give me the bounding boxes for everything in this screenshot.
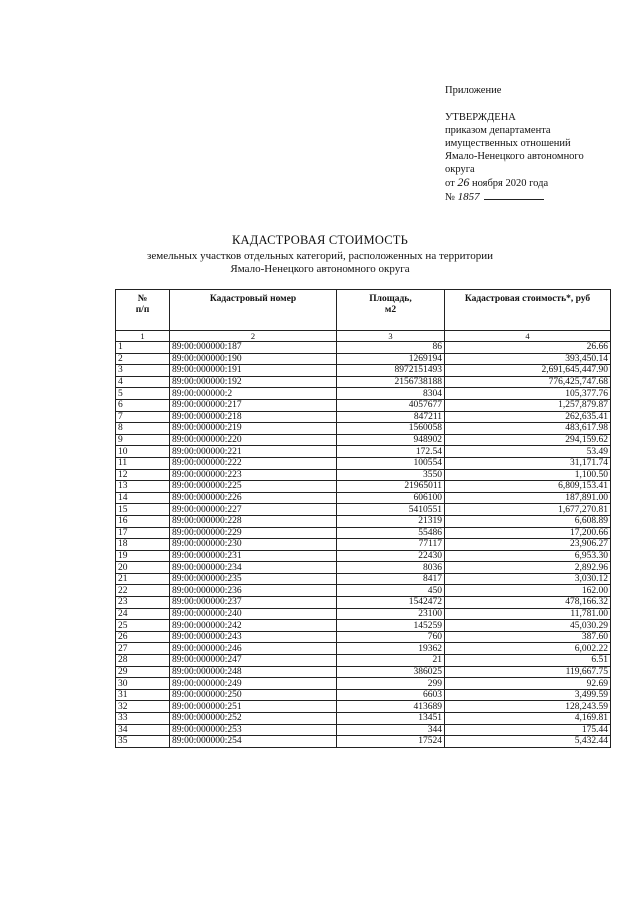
row-number-cell: 2 <box>116 353 170 365</box>
area-cell: 6603 <box>337 689 445 701</box>
row-number-cell: 1 <box>116 342 170 354</box>
cadastral-cost-cell: 294,159.62 <box>445 434 611 446</box>
row-number-cell: 35 <box>116 736 170 748</box>
table-row <box>116 492 611 504</box>
cadastral-number-cell: 89:00:000000:240 <box>170 608 337 620</box>
cadastral-number-cell: 89:00:000000:252 <box>170 713 337 725</box>
area-cell: 17524 <box>337 736 445 748</box>
area-cell: 21965011 <box>337 481 445 493</box>
cadastral-number-cell: 89:00:000000:221 <box>170 446 337 458</box>
cadastral-cost-cell: 23,906.27 <box>445 539 611 551</box>
row-number-cell: 16 <box>116 515 170 527</box>
cadastral-cost-cell: 262,635.41 <box>445 411 611 423</box>
row-number-cell: 3 <box>116 365 170 377</box>
table-row <box>116 689 611 701</box>
header-area: Площадь, м2 <box>337 290 445 331</box>
area-cell: 8972151493 <box>337 365 445 377</box>
cadastral-number-cell: 89:00:000000:242 <box>170 620 337 632</box>
table-row <box>116 736 611 748</box>
area-cell: 413689 <box>337 701 445 713</box>
approval-line-1: приказом департамента <box>445 125 551 136</box>
table-row <box>116 446 611 458</box>
area-cell: 1542472 <box>337 597 445 609</box>
cadastral-table <box>115 289 611 748</box>
table-row <box>116 666 611 678</box>
cadastral-number-cell: 89:00:000000:246 <box>170 643 337 655</box>
table-row <box>116 399 611 411</box>
area-cell: 386025 <box>337 666 445 678</box>
row-number-cell: 29 <box>116 666 170 678</box>
area-cell: 55486 <box>337 527 445 539</box>
cadastral-cost-cell: 2,892.96 <box>445 562 611 574</box>
cadastral-number-cell: 89:00:000000:254 <box>170 736 337 748</box>
area-cell: 8036 <box>337 562 445 574</box>
table-row <box>116 573 611 585</box>
row-number-cell: 31 <box>116 689 170 701</box>
row-number-cell: 4 <box>116 376 170 388</box>
approval-line-2: имущественных отношений <box>445 138 571 149</box>
cadastral-number-cell: 89:00:000000:229 <box>170 527 337 539</box>
cadastral-cost-cell: 3,030.12 <box>445 573 611 585</box>
index-cell: 3 <box>337 331 445 342</box>
area-cell: 606100 <box>337 492 445 504</box>
area-cell: 22430 <box>337 550 445 562</box>
number-value: 1857 <box>457 191 480 203</box>
area-cell: 100554 <box>337 457 445 469</box>
approved-label: УТВЕРЖДЕНА <box>445 112 516 123</box>
cadastral-number-cell: 89:00:000000:253 <box>170 724 337 736</box>
cadastral-number-cell: 89:00:000000:231 <box>170 550 337 562</box>
number-label: № <box>445 192 456 203</box>
row-number-cell: 22 <box>116 585 170 597</box>
document-subtitle <box>0 250 640 276</box>
date-rest: ноября 2020 года <box>471 178 549 189</box>
index-cell: 2 <box>170 331 337 342</box>
table-row <box>116 655 611 667</box>
cadastral-cost-cell: 1,100.50 <box>445 469 611 481</box>
table-row <box>116 353 611 365</box>
row-number-cell: 8 <box>116 423 170 435</box>
cadastral-number-cell: 89:00:000000:248 <box>170 666 337 678</box>
row-number-cell: 12 <box>116 469 170 481</box>
annex-label: Приложение <box>445 85 502 96</box>
cadastral-cost-cell: 175.44 <box>445 724 611 736</box>
date-prefix: от <box>445 178 455 189</box>
row-number-cell: 19 <box>116 550 170 562</box>
table-row <box>116 515 611 527</box>
header-number: № п/п <box>116 290 170 331</box>
row-number-cell: 17 <box>116 527 170 539</box>
cadastral-number-cell: 89:00:000000:235 <box>170 573 337 585</box>
cadastral-cost-cell: 387.60 <box>445 631 611 643</box>
area-cell: 145259 <box>337 620 445 632</box>
area-cell: 86 <box>337 342 445 354</box>
table-row <box>116 608 611 620</box>
table-row <box>116 423 611 435</box>
cadastral-number-cell: 89:00:000000:249 <box>170 678 337 690</box>
table-row <box>116 643 611 655</box>
row-number-cell: 25 <box>116 620 170 632</box>
area-cell: 8304 <box>337 388 445 400</box>
subtitle-line-1: земельных участков отдельных категорий, расположенных на территории <box>147 250 493 262</box>
cadastral-cost-cell: 105,377.76 <box>445 388 611 400</box>
area-cell: 5410551 <box>337 504 445 516</box>
area-cell: 847211 <box>337 411 445 423</box>
table-row <box>116 701 611 713</box>
document-title: КАДАСТРОВАЯ СТОИМОСТЬ <box>232 233 408 247</box>
cadastral-cost-cell: 17,200.66 <box>445 527 611 539</box>
table-row <box>116 539 611 551</box>
cadastral-number-cell: 89:00:000000:222 <box>170 457 337 469</box>
cadastral-number-cell: 89:00:000000:187 <box>170 342 337 354</box>
area-cell: 299 <box>337 678 445 690</box>
row-number-cell: 26 <box>116 631 170 643</box>
table-row <box>116 713 611 725</box>
table-row <box>116 481 611 493</box>
cadastral-cost-cell: 119,667.75 <box>445 666 611 678</box>
index-cell: 4 <box>445 331 611 342</box>
area-cell: 8417 <box>337 573 445 585</box>
row-number-cell: 27 <box>116 643 170 655</box>
row-number-cell: 28 <box>116 655 170 667</box>
cadastral-number-cell: 89:00:000000:190 <box>170 353 337 365</box>
table-row <box>116 469 611 481</box>
table-row <box>116 562 611 574</box>
cadastral-cost-cell: 1,677,270.81 <box>445 504 611 516</box>
approval-block <box>445 84 635 204</box>
approval-date <box>445 176 635 190</box>
table-row <box>116 376 611 388</box>
cadastral-number-cell: 89:00:000000:247 <box>170 655 337 667</box>
row-number-cell: 9 <box>116 434 170 446</box>
table-row <box>116 585 611 597</box>
area-cell: 4057677 <box>337 399 445 411</box>
area-cell: 21 <box>337 655 445 667</box>
cadastral-cost-cell: 162.00 <box>445 585 611 597</box>
approval-line-3: Ямало-Ненецкого автономного <box>445 151 584 162</box>
table-row <box>116 597 611 609</box>
row-number-cell: 32 <box>116 701 170 713</box>
table-row <box>116 631 611 643</box>
cadastral-cost-cell: 45,030.29 <box>445 620 611 632</box>
row-number-cell: 33 <box>116 713 170 725</box>
table-row <box>116 527 611 539</box>
row-number-cell: 15 <box>116 504 170 516</box>
area-cell: 344 <box>337 724 445 736</box>
row-number-cell: 13 <box>116 481 170 493</box>
area-cell: 1560058 <box>337 423 445 435</box>
cadastral-number-cell: 89:00:000000:227 <box>170 504 337 516</box>
table-row <box>116 365 611 377</box>
approval-line-4: округа <box>445 164 475 175</box>
cadastral-cost-cell: 6,608.89 <box>445 515 611 527</box>
cadastral-cost-cell: 2,691,645,447.90 <box>445 365 611 377</box>
area-cell: 1269194 <box>337 353 445 365</box>
header-cost: Кадастровая стоимость*, руб <box>445 290 611 331</box>
cadastral-cost-cell: 478,166.32 <box>445 597 611 609</box>
table-body <box>116 342 611 748</box>
cadastral-cost-cell: 92.69 <box>445 678 611 690</box>
table-row <box>116 724 611 736</box>
cadastral-number-cell: 89:00:000000:192 <box>170 376 337 388</box>
row-number-cell: 34 <box>116 724 170 736</box>
table-row <box>116 678 611 690</box>
cadastral-cost-cell: 53.49 <box>445 446 611 458</box>
cadastral-cost-cell: 3,499.59 <box>445 689 611 701</box>
cadastral-cost-cell: 5,432.44 <box>445 736 611 748</box>
cadastral-cost-cell: 393,450.14 <box>445 353 611 365</box>
table-row <box>116 388 611 400</box>
cadastral-number-cell: 89:00:000000:220 <box>170 434 337 446</box>
cadastral-number-cell: 89:00:000000:251 <box>170 701 337 713</box>
area-cell: 19362 <box>337 643 445 655</box>
cadastral-cost-cell: 4,169.81 <box>445 713 611 725</box>
area-cell: 3550 <box>337 469 445 481</box>
cadastral-number-cell: 89:00:000000:223 <box>170 469 337 481</box>
approval-number <box>445 190 635 204</box>
row-number-cell: 20 <box>116 562 170 574</box>
cadastral-number-cell: 89:00:000000:217 <box>170 399 337 411</box>
area-cell: 23100 <box>337 608 445 620</box>
subtitle-line-2: Ямало-Ненецкого автономного округа <box>230 263 410 275</box>
cadastral-number-cell: 89:00:000000:250 <box>170 689 337 701</box>
cadastral-number-cell: 89:00:000000:226 <box>170 492 337 504</box>
cadastral-number-cell: 89:00:000000:219 <box>170 423 337 435</box>
row-number-cell: 30 <box>116 678 170 690</box>
table-row <box>116 457 611 469</box>
table-index-row <box>116 331 611 342</box>
area-cell: 2156738188 <box>337 376 445 388</box>
row-number-cell: 21 <box>116 573 170 585</box>
table-row <box>116 411 611 423</box>
row-number-cell: 6 <box>116 399 170 411</box>
row-number-cell: 18 <box>116 539 170 551</box>
signature-line <box>484 190 544 200</box>
row-number-cell: 10 <box>116 446 170 458</box>
cadastral-cost-cell: 187,891.00 <box>445 492 611 504</box>
cadastral-cost-cell: 6,953.30 <box>445 550 611 562</box>
cadastral-cost-cell: 31,171.74 <box>445 457 611 469</box>
area-cell: 77117 <box>337 539 445 551</box>
cadastral-cost-cell: 6,002.22 <box>445 643 611 655</box>
cadastral-cost-cell: 6,809,153.41 <box>445 481 611 493</box>
cadastral-number-cell: 89:00:000000:225 <box>170 481 337 493</box>
table-row <box>116 434 611 446</box>
table-header-row <box>116 290 611 331</box>
cadastral-number-cell: 89:00:000000:237 <box>170 597 337 609</box>
area-cell: 21319 <box>337 515 445 527</box>
index-cell: 1 <box>116 331 170 342</box>
table-row <box>116 342 611 354</box>
cadastral-cost-cell: 483,617.98 <box>445 423 611 435</box>
row-number-cell: 5 <box>116 388 170 400</box>
table-row <box>116 620 611 632</box>
table-row <box>116 504 611 516</box>
area-cell: 172.54 <box>337 446 445 458</box>
cadastral-cost-cell: 776,425,747.68 <box>445 376 611 388</box>
cadastral-number-cell: 89:00:000000:236 <box>170 585 337 597</box>
cadastral-cost-cell: 6.51 <box>445 655 611 667</box>
cadastral-number-cell: 89:00:000000:243 <box>170 631 337 643</box>
cadastral-number-cell: 89:00:000000:230 <box>170 539 337 551</box>
cadastral-number-cell: 89:00:000000:191 <box>170 365 337 377</box>
row-number-cell: 14 <box>116 492 170 504</box>
header-cadastral-number: Кадастровый номер <box>170 290 337 331</box>
cadastral-cost-cell: 26.66 <box>445 342 611 354</box>
cadastral-number-cell: 89:00:000000:218 <box>170 411 337 423</box>
date-day: 26 <box>457 175 470 189</box>
cadastral-number-cell: 89:00:000000:228 <box>170 515 337 527</box>
cadastral-number-cell: 89:00:000000:234 <box>170 562 337 574</box>
row-number-cell: 11 <box>116 457 170 469</box>
table-row <box>116 550 611 562</box>
area-cell: 450 <box>337 585 445 597</box>
cadastral-cost-cell: 11,781.00 <box>445 608 611 620</box>
area-cell: 760 <box>337 631 445 643</box>
area-cell: 948902 <box>337 434 445 446</box>
row-number-cell: 24 <box>116 608 170 620</box>
area-cell: 13451 <box>337 713 445 725</box>
cadastral-cost-cell: 128,243.59 <box>445 701 611 713</box>
row-number-cell: 23 <box>116 597 170 609</box>
row-number-cell: 7 <box>116 411 170 423</box>
cadastral-number-cell: 89:00:000000:2 <box>170 388 337 400</box>
cadastral-cost-cell: 1,257,879.87 <box>445 399 611 411</box>
